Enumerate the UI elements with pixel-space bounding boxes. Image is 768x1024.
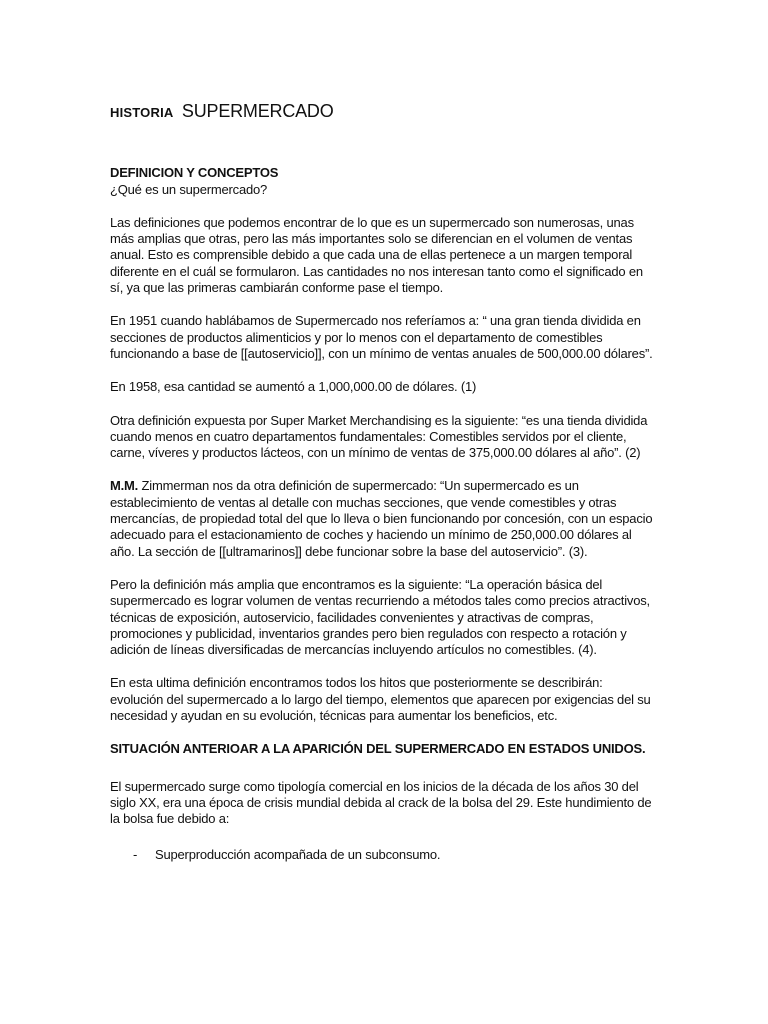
section-heading-situation: SITUACIÓN ANTERIOAR A LA APARICIÓN DEL SUPERMERCADO EN ESTADOS UNIDOS. — [110, 741, 646, 757]
document-title — [110, 103, 656, 121]
zimmerman-prefix: M.M. — [110, 478, 139, 494]
paragraph-zimmerman — [110, 478, 656, 559]
document-content — [110, 103, 656, 863]
bullet-overproduction — [110, 847, 656, 863]
title-main: SUPERMERCADO — [181, 101, 334, 121]
paragraph-last-definition: En esta ultima definición encontramos todos los hitos que posteriormente se describirán: evolución del supermercado a lo largo del tiempo, elementos que aparecen por exigencias del su necesidad y ayudan en su evolución, técnicas para aumentar los beneficios, etc. — [110, 675, 651, 724]
bullet-marker: - — [133, 846, 138, 862]
paragraph-supermarket-origin: El supermercado surge como tipología comercial en los inicios de la década de los años 30 del siglo XX, era una época de crisis mundial debida al crack de la bolsa del 29. Este hundimiento de la bolsa fue debido a: — [110, 778, 652, 827]
paragraph-broadest-definition: Pero la definición más amplia que encontramos es la siguiente: “La operación básica del supermercado es lograr volumen de ventas recurriendo a métodos tales como precios atractivos, técnicas de exposición, autoservicio, facilidades convenientes y atractivas de compras, promociones y publicidad, inventarios grandes pero bien regulados con respecto a rotación y adición de líneas diversificadas de mercancías incluyendo artículos no comestibles. (4). — [110, 576, 650, 658]
section-subheading-question: ¿Qué es un supermercado? — [110, 181, 268, 197]
bullet-text: Superproducción acompañada de un subconsumo. — [155, 846, 441, 862]
paragraph-super-market: Otra definición expuesta por Super Market Merchandising es la siguiente: “es una tienda dividida cuando menos en cuatro departamentos fundamentales: Comestibles servidos por el cliente, carne, víveres y productos lácteos, con un mínimo de ventas de 375,000.00 dólares al año”. (2) — [110, 412, 648, 461]
section-heading-definition: DEFINICION Y CONCEPTOS — [110, 165, 279, 181]
paragraph-1951: En 1951 cuando hablábamos de Supermercado nos referíamos a: “ una gran tienda dividida en secciones de productos alimenticios y por lo menos con el departamento de comestibles funcionando a base de [[autoservicio]], con un mínimo de ventas anuales de 500,000.00 dólares”. — [110, 313, 653, 361]
paragraph-definitions: Las definiciones que podemos encontrar de lo que es un supermercado son numerosas, unas más amplias que otras, pero las más importantes solo se diferencian en el volumen de ventas anual. Esto es comprensible debido a que cada una de ellas pertenece a un margen temporal diferente en el cuál se formularon. Las cantidades no nos interesan tanto como el significado en sí, ya que las primeras cambiarán conforme pase el tiempo. — [110, 214, 643, 296]
zimmerman-text: Zimmerman nos da otra definición de supermercado: “Un supermercado es un establecimiento de ventas al detalle con muchas secciones, que vende comestibles y otras mercancías, de propiedad total del que lo lleva o bien funcionando por concesión, con un espacio adecuado para el estacionamiento de coches y haciendo un mínimo de 250,000.00 dólares al año. La sección de [[ultramarinos]] debe funcionar sobre la base del autoservicio”. (3). — [110, 478, 653, 559]
paragraph-1958: En 1958, esa cantidad se aumentó a 1,000,000.00 de dólares. (1) — [110, 379, 477, 395]
title-prefix: HISTORIA — [110, 105, 174, 120]
